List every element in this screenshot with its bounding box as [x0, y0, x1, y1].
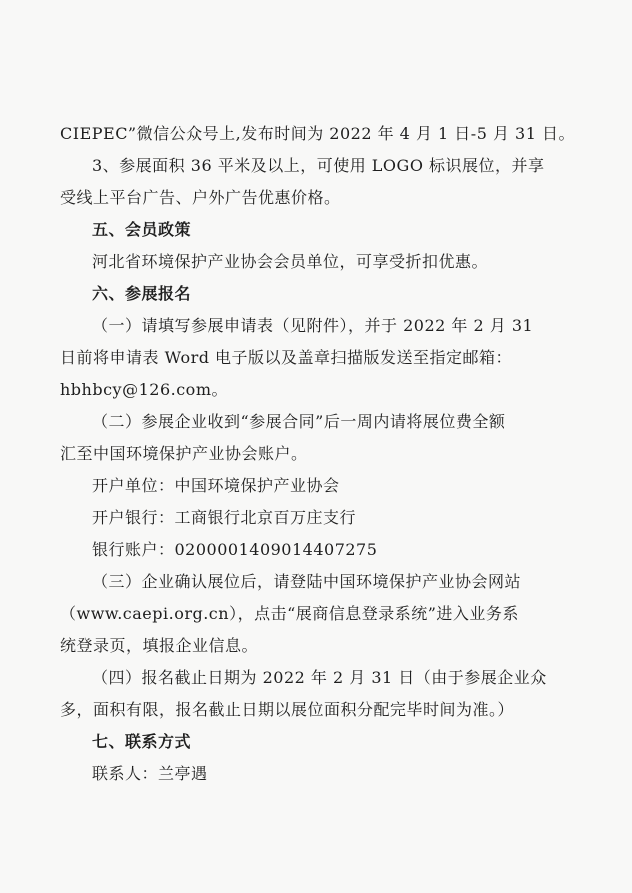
email-address: hbhbcy@126.com。	[60, 380, 228, 399]
section-heading-member-policy: 五、会员政策	[92, 220, 192, 239]
contact-person: 联系人：兰亭遇	[92, 764, 208, 783]
bank-account-number: 银行账户：0200001409014407275	[92, 540, 378, 559]
text-line-3: 受线上平台广告、户外广告优惠价格。	[60, 188, 341, 207]
text-line-1: CIEPEC”微信公众号上,发布时间为 2022 年 4 月 1 日-5 月 31 日。	[60, 124, 575, 143]
text-line-8: 日前将申请表 Word 电子版以及盖章扫描版发送至指定邮箱：	[60, 348, 513, 367]
text-line-15: （三）企业确认展位后，请登陆中国环境保护产业协会网站	[92, 572, 522, 591]
website-line: （www.caepi.org.cn），点击“展商信息登录系统”进入业务系	[60, 604, 519, 623]
text-line-18: （四）报名截止日期为 2022 年 2 月 31 日（由于参展企业众	[92, 668, 547, 687]
section-heading-registration: 六、参展报名	[92, 284, 192, 303]
text-line-11: 汇至中国环境保护产业协会账户。	[60, 444, 308, 463]
text-line-10: （二）参展企业收到“参展合同”后一周内请将展位费全额	[92, 412, 506, 431]
text-line-17: 统登录页，填报企业信息。	[60, 636, 259, 655]
account-holder: 开户单位：中国环境保护产业协会	[92, 476, 340, 495]
text-line-19: 多，面积有限，报名截止日期以展位面积分配完毕时间为准。）	[60, 700, 515, 719]
text-line-7: （一）请填写参展申请表（见附件），并于 2022 年 2 月 31	[92, 316, 534, 335]
bank-name: 开户银行：工商银行北京百万庄支行	[92, 508, 357, 527]
section-heading-contact: 七、联系方式	[92, 732, 192, 751]
text-line-2: 3、参展面积 36 平米及以上，可使用 LOGO 标识展位，并享	[92, 156, 545, 175]
text-line-5: 河北省环境保护产业协会会员单位，可享受折扣优惠。	[92, 252, 489, 271]
